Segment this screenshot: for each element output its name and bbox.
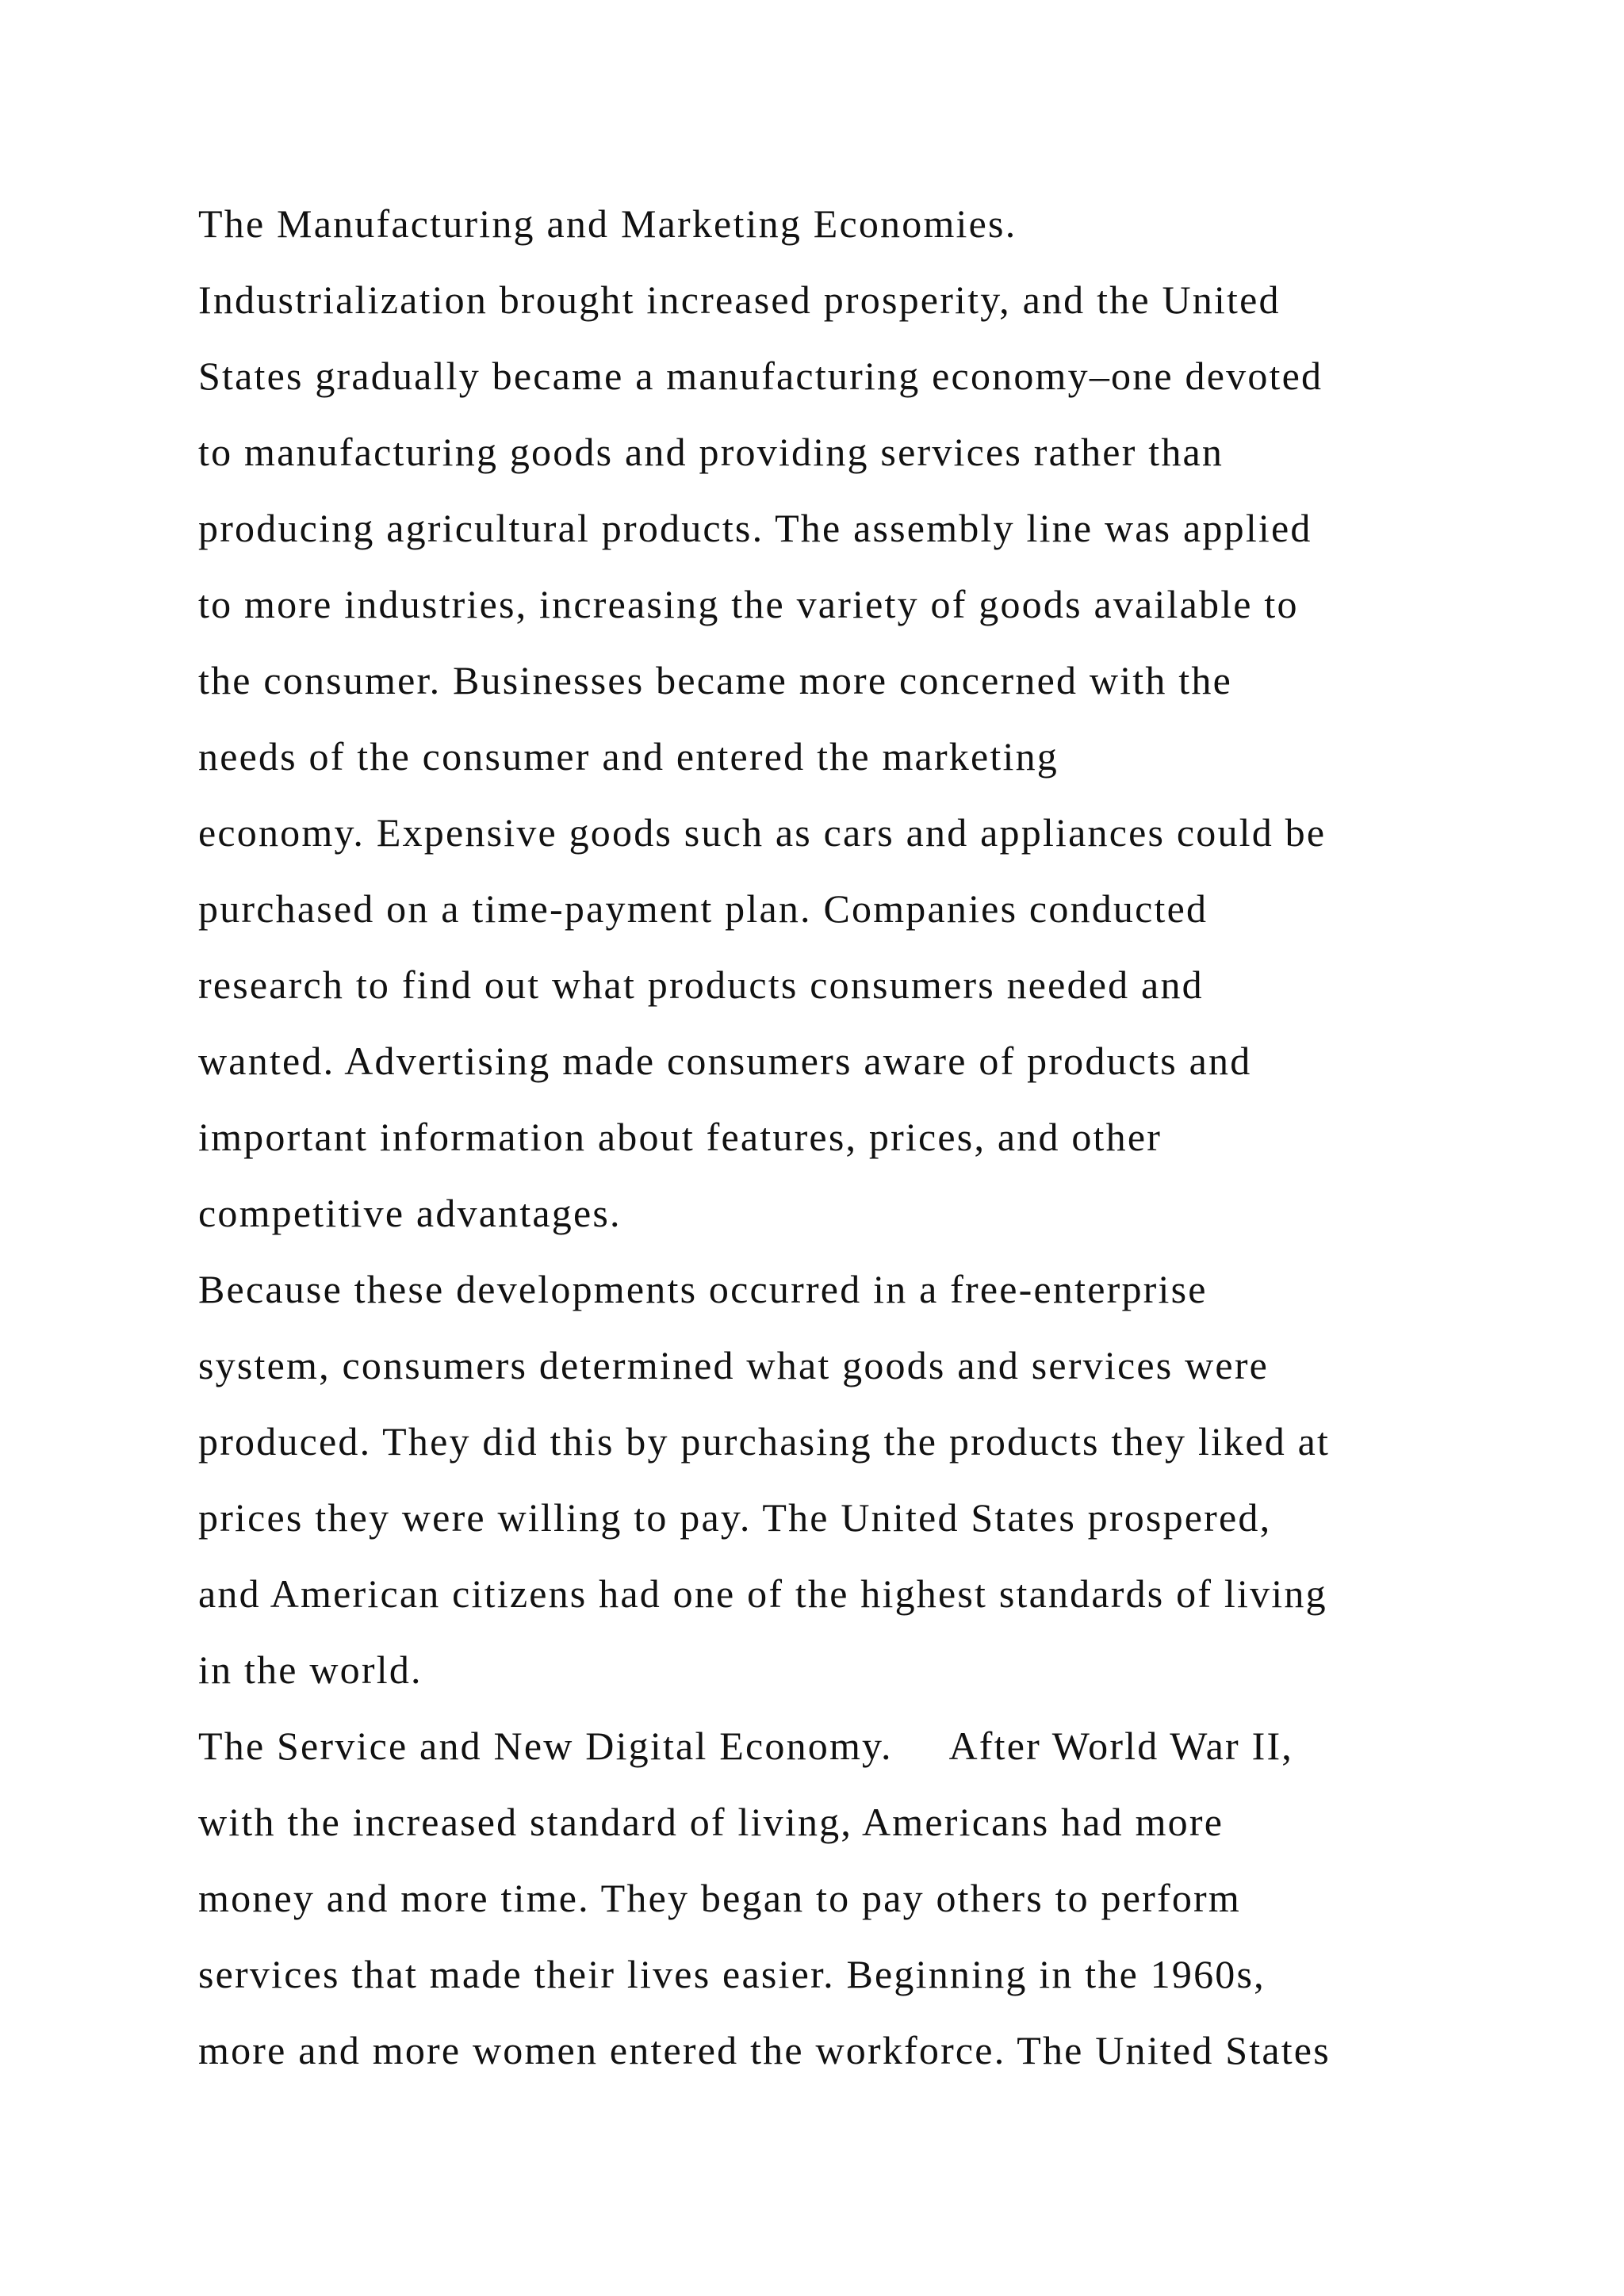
text-line: prices they were willing to pay. The United States prospered,: [198, 1495, 1272, 1540]
text-line: purchased on a time-payment plan. Companies conducted: [198, 886, 1208, 931]
text-line: research to find out what products consumers needed and: [198, 962, 1204, 1007]
text-line: the consumer. Businesses became more concerned with the: [198, 658, 1232, 702]
text-line: with the increased standard of living, Americans had more: [198, 1800, 1224, 1844]
text-line: States gradually became a manufacturing economy–one devoted: [198, 354, 1323, 398]
text-line: in the world.: [198, 1647, 423, 1692]
text-line: money and more time. They began to pay others to perform: [198, 1876, 1241, 1920]
heading-manufacturing-marketing: The Manufacturing and Marketing Economies.: [198, 201, 1017, 246]
text-line: economy. Expensive goods such as cars and appliances could be: [198, 810, 1327, 855]
text-line: producing agricultural products. The assembly line was applied: [198, 506, 1312, 550]
text-line: competitive advantages.: [198, 1191, 622, 1235]
text-line: Industrialization brought increased prosperity, and the United: [198, 277, 1281, 322]
text-line: to manufacturing goods and providing services rather than: [198, 430, 1224, 474]
text-line: more and more women entered the workforce. The United States: [198, 2028, 1331, 2072]
text-line: system, consumers determined what goods and services were: [198, 1343, 1270, 1387]
text-line: Because these developments occurred in a free-enterprise: [198, 1267, 1208, 1311]
body-text: [198, 196, 1483, 2099]
text-line: and American citizens had one of the highest standards of living: [198, 1571, 1327, 1616]
text-line: services that made their lives easier. Beginning in the 1960s,: [198, 1952, 1266, 1996]
text-line: to more industries, increasing the variety of goods available to: [198, 582, 1299, 626]
text-line: needs of the consumer and entered the marketing: [198, 734, 1059, 779]
text-line: important information about features, prices, and other: [198, 1115, 1162, 1159]
text-line: produced. They did this by purchasing the products they liked at: [198, 1419, 1331, 1464]
heading-service-digital-economy: The Service and New Digital Economy. After World War II,: [198, 1724, 1293, 1768]
text-line: wanted. Advertising made consumers aware of products and: [198, 1039, 1252, 1083]
